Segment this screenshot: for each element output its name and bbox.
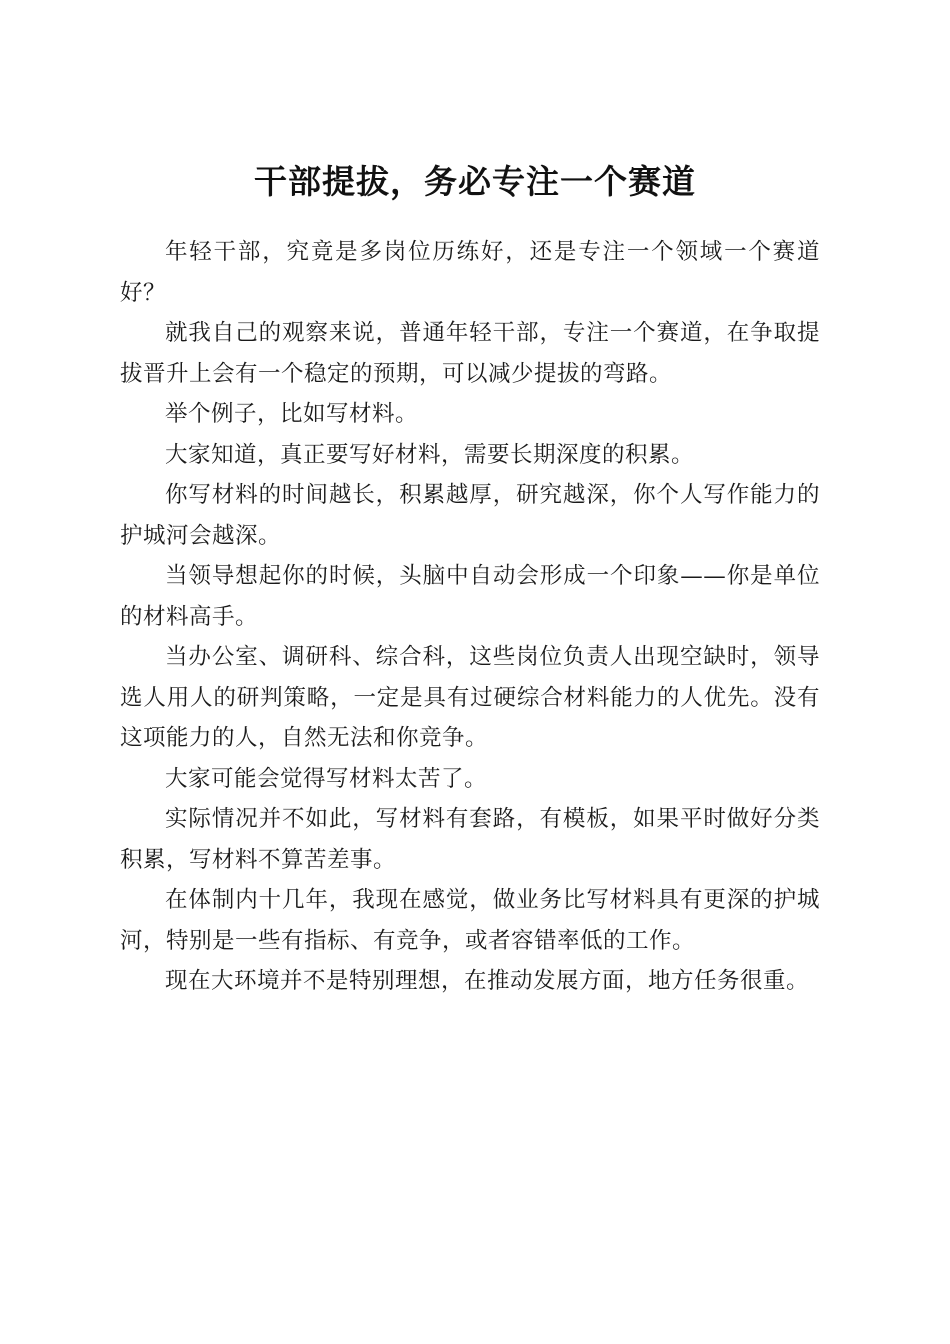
paragraph: 实际情况并不如此，写材料有套路，有模板，如果平时做好分类积累，写材料不算苦差事。	[120, 806, 820, 873]
document-body	[120, 232, 820, 1002]
paragraph: 就我自己的观察来说，普通年轻干部，专注一个赛道，在争取提拔晋升上会有一个稳定的预期，可以减少提拔的弯路。	[120, 320, 820, 387]
paragraph: 举个例子，比如写材料。	[165, 401, 419, 427]
paragraph: 大家知道，真正要写好材料，需要长期深度的积累。	[165, 441, 695, 468]
document-title: 干部提拔，务必专注一个赛道	[254, 162, 696, 202]
paragraph: 当办公室、调研科、综合科，这些岗位负责人出现空缺时，领导选人用人的研判策略，一定是具有过硬综合材料能力的人优先。没有这项能力的人，自然无法和你竞争。	[120, 644, 820, 751]
paragraph: 年轻干部，究竟是多岗位历练好，还是专注一个领域一个赛道好？	[120, 239, 820, 306]
paragraph: 你写材料的时间越长，积累越厚，研究越深，你个人写作能力的护城河会越深。	[120, 482, 820, 549]
paragraph: 在体制内十几年，我现在感觉，做业务比写材料具有更深的护城河，特别是一些有指标、有竞争，或者容错率低的工作。	[120, 887, 820, 954]
paragraph: 大家可能会觉得写材料太苦了。	[165, 765, 488, 792]
paragraph: 现在大环境并不是特别理想，在推动发展方面，地方任务很重。	[165, 968, 810, 994]
paragraph: 当领导想起你的时候，头脑中自动会形成一个印象——你是单位的材料高手。	[120, 563, 820, 630]
